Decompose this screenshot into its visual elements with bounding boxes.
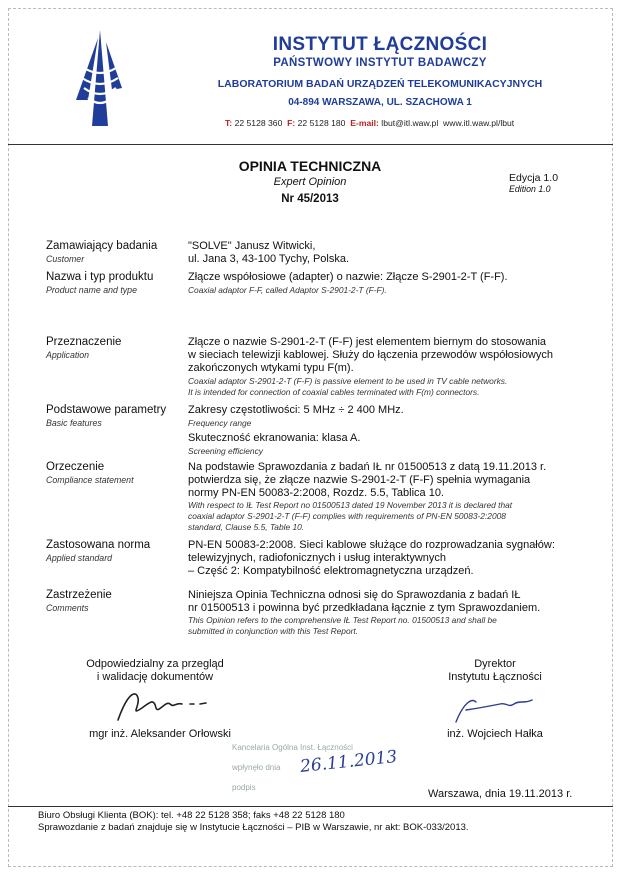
compliance-label: Orzeczenie: [46, 461, 105, 473]
header-divider: [8, 144, 613, 145]
left-signature: [110, 686, 220, 726]
receipt-stamp-line-1: Kancelaria Ogólna Inst. Łączności: [232, 743, 353, 752]
email-link: lbut@itl.waw.pl: [381, 118, 439, 128]
edition: Edycja 1.0: [509, 172, 559, 184]
frequency-range-en: Frequency range: [188, 418, 252, 428]
application-line-3: zakończonych wtykami typu F(m).: [188, 362, 354, 374]
doc-title-en: Expert Opinion: [273, 176, 347, 188]
comments-label-en: Comments: [46, 603, 89, 613]
compliance-line-3: normy PN-EN 50083-2:2008, Rozdz. 5.5, Tablica 10.: [188, 487, 444, 499]
application-en-1: Coaxial adaptor S-2901-2-T (F-F) is passive element to be used in TV cable networks.: [188, 376, 508, 386]
customer-label: Zamawiający badania: [46, 240, 158, 252]
receipt-stamp-line-3: podpis: [232, 783, 256, 792]
features-label-en: Basic features: [46, 418, 102, 428]
application-label-en: Application: [46, 350, 90, 360]
compliance-en-1: With respect to IŁ Test Report no 01500513 dated 19 November 2013 it is declared that: [188, 500, 513, 510]
product-value: Złącze współosiowe (adapter) o nazwie: Złącze S-2901-2-T (F-F).: [188, 271, 508, 283]
standard-line-3: – Część 2: Kompatybilność elektromagnetyczna urządzeń.: [188, 565, 474, 577]
right-signatory-name: inż. Wojciech Hałka: [447, 728, 543, 740]
application-line-1: Złącze o nazwie S-2901-2-T (F-F) jest elementem biernym do stosowania: [188, 336, 547, 348]
customer-name: "SOLVE" Janusz Witwicki,: [188, 240, 316, 252]
application-line-2: w sieciach telewizji kablowej. Służy do łączenia przewodów współosiowych: [188, 349, 553, 361]
compliance-en-3: standard, Clause 5.5, Table 10.: [188, 522, 305, 532]
compliance-line-2: potwierdza się, że złącze nazwie S-2901-2-T (F-F) spełnia wymagania: [188, 474, 531, 486]
product-label: Nazwa i typ produktu: [46, 271, 154, 283]
institute-logo: [70, 28, 128, 128]
doc-number: Nr 45/2013: [281, 193, 339, 205]
compliance-en-2: coaxial adaptor S-2901-2-T (F-F) complies with requirements of PN-EN 50083-2:2008: [188, 511, 506, 521]
standard-label-en: Applied standard: [46, 553, 113, 563]
frequency-range: Zakresy częstotliwości: 5 MHz ÷ 2 400 MHz.: [188, 404, 404, 416]
institute-name: INSTYTUT ŁĄCZNOŚCI: [272, 34, 488, 55]
place-and-date: Warszawa, dnia 19.11.2013 r.: [428, 788, 573, 800]
comments-en-2: submitted in conjunction with this Test Report.: [188, 626, 359, 636]
compliance-line-1: Na podstawie Sprawozdania z badań IŁ nr 01500513 z datą 19.11.2013 r.: [188, 461, 547, 473]
left-signatory-role-2: i walidację dokumentów: [96, 671, 214, 683]
footer-line-1: Biuro Obsługi Klienta (BOK): tel. +48 22 5128 358; faks +48 22 5128 180: [38, 810, 345, 821]
doc-title: OPINIA TECHNICZNA: [238, 158, 382, 174]
left-signatory-name: mgr inż. Aleksander Orłowski: [89, 728, 231, 740]
right-signature: [450, 692, 540, 726]
customer-label-en: Customer: [46, 254, 85, 264]
right-signatory-role-2: Instytutu Łączności: [448, 671, 542, 683]
features-label: Podstawowe parametry: [46, 404, 167, 416]
receipt-stamp-line-2: wpłynęło dnia: [232, 763, 281, 772]
application-label: Przeznaczenie: [46, 336, 122, 348]
compliance-label-en: Compliance statement: [46, 475, 134, 485]
lab-address: 04-894 WARSZAWA, UL. SZACHOWA 1: [288, 97, 472, 108]
contact-line: T: 22 5128 360 F: 22 5128 180 E-mail: lbut@itl.waw.pl www.itl.waw.pl/lbut: [225, 118, 515, 128]
right-signatory-role-1: Dyrektor: [474, 658, 516, 670]
comments-line-2: nr 01500513 i powinna być przedkładana łącznie z tym Sprawozdaniem.: [188, 602, 541, 614]
comments-label: Zastrzeżenie: [46, 589, 112, 601]
standard-line-2: telewizyjnych, radiofonicznych i usług interaktywnych: [188, 552, 447, 564]
screening-efficiency-en: Screening efficiency: [188, 446, 263, 456]
institute-subtitle: PAŃSTWOWY INSTYTUT BADAWCZY: [273, 57, 487, 69]
edition-en: Edition 1.0: [509, 184, 551, 194]
footer-line-2: Sprawozdanie z badań znajduje się w Instytucie Łączności – PIB w Warszawie, nr akt: BOK-033/2013.: [38, 822, 469, 833]
standard-line-1: PN-EN 50083-2:2008. Sieci kablowe służące do rozprowadzania sygnałów:: [188, 539, 555, 551]
comments-line-1: Niniejsza Opinia Techniczna odnosi się do Sprawozdania z badań IŁ: [188, 589, 521, 601]
standard-label: Zastosowana norma: [46, 539, 151, 551]
comments-en-1: This Opinion refers to the comprehensive IŁ Test Report no. 01500513 and shall be: [188, 615, 497, 625]
lab-name: LABORATORIUM BADAŃ URZĄDZEŃ TELEKOMUNIKACYJNYCH: [217, 78, 543, 90]
product-label-en: Product name and type: [46, 285, 137, 295]
website-link: www.itl.waw.pl/lbut: [443, 118, 515, 128]
receipt-handwritten-date: 26.11.2013: [299, 746, 399, 778]
product-value-en: Coaxial adaptor F-F, called Adaptor S-2901-2-T (F-F).: [188, 285, 387, 295]
left-signatory-role-1: Odpowiedzialny za przegląd: [86, 658, 224, 670]
customer-address: ul. Jana 3, 43-100 Tychy, Polska.: [188, 253, 350, 265]
screening-efficiency: Skuteczność ekranowania: klasa A.: [188, 432, 361, 444]
application-en-2: It is intended for connection of coaxial cables terminated with F(m) connectors.: [188, 387, 480, 397]
footer-divider: [8, 806, 613, 807]
